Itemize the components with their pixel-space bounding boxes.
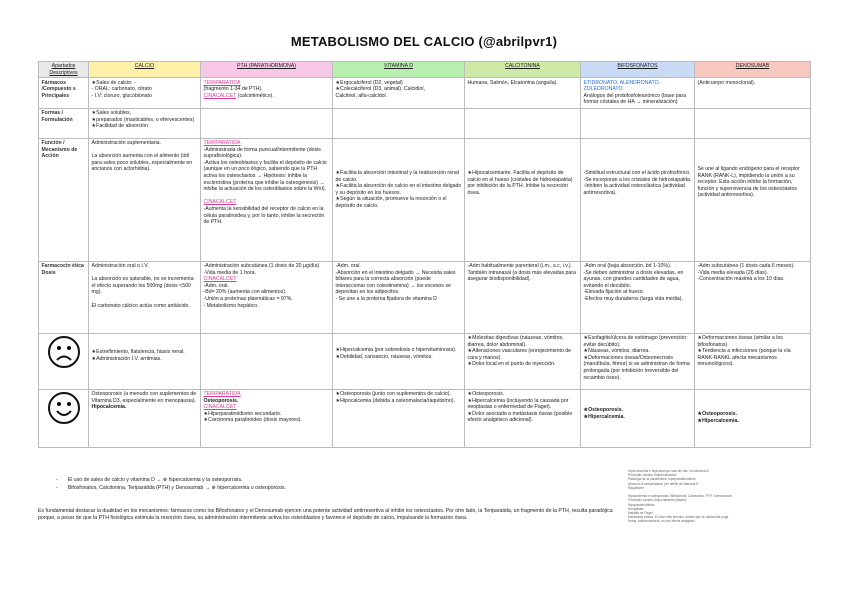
cell-line: -Se incorporan a los cristales de hidroxiapatita. — [583, 176, 692, 183]
note-text: Bifosfonatos, Calcitonina, Teriparatida (PTH) y Denosumab → ⊕ hipercalcemia u osteoporosis. — [67, 485, 286, 491]
cell-line: (fragmento 1-34 de PTH). — [203, 86, 263, 93]
header-row — [39, 62, 811, 78]
thumbnail-line: forma, addicionalment, un cert efecte analgèsic. — [628, 519, 696, 524]
cell-adversos-denosumab — [695, 333, 811, 389]
cell-formas-denosumab — [695, 108, 811, 138]
cell-farmacocinetica-pth — [201, 261, 333, 333]
cell-formas-calcitonina — [465, 108, 581, 138]
thumbnail-line: Hipocalcemia e osteoporosis: Bifosfonats, Calcitonina, PTH i Denosumab — [628, 494, 732, 499]
cell-line: Calcitriol, alfa-calcidol. — [335, 92, 388, 99]
cell-line: Administración suplementaria. — [91, 140, 161, 147]
cell-line: ★Osteoporosis. — [697, 411, 738, 418]
cell-line: ★Hipercalcemia (incluyendo la causada por neoplasias o enfermedad de Paget). — [467, 397, 569, 411]
drug-name: TERIPARATIDA — [203, 79, 241, 86]
cell-line: -Efectos muy duraderos (larga vida media). — [583, 296, 683, 303]
cell-adversos-calcitonina — [465, 333, 581, 389]
cell-line: ★Dolor asociado a metástasis óseas (posible efecto analgésico adicional). — [467, 410, 573, 424]
thumbnail-line: Neoplàsies — [628, 506, 644, 511]
cell-line: - Metabolismo hepático. — [203, 302, 259, 309]
drug-name: TERIPARATIDA — [203, 140, 241, 147]
cell-line: ★Ergocalciferol (D2, vegetal) — [335, 79, 403, 86]
cell-adversos-vitd — [333, 333, 465, 389]
cell-line: ★Hiperparatiroidismo secundario. — [203, 410, 282, 417]
cell-line: ★Colecalciferol (D3, animal). Calcidiol, — [335, 86, 425, 93]
cell-funcion-calcio — [89, 138, 201, 261]
summary-notes — [56, 476, 286, 492]
cell-adversos-pth — [201, 333, 333, 389]
cell-funcion-vitd — [333, 138, 465, 261]
drug-name: CINACALCET — [203, 276, 237, 283]
row-label-indicaciones — [39, 389, 89, 447]
cell-line: ★Sales solubles, — [91, 110, 132, 117]
cell-line: -Adm habitualmente parenteral (i.m., s.c, i.v.). También intranasal (a dosis más elevadas para asegurar biodisponibilidad). — [467, 263, 576, 283]
cell-line: -Adm. oral. — [203, 282, 229, 289]
cell-line: -Adm oral (baja absorción, bd 1-10%). — [583, 263, 672, 270]
cell-farmacos-pth — [201, 78, 333, 108]
embedded-notes-thumbnail — [628, 469, 778, 524]
cell-line: ★Hipercalcemia (por sobredosis o hipervitaminosis). — [335, 347, 457, 354]
cell-line — [92, 296, 198, 303]
cell-line: ★Debilidad, cansancio, náuseas, vómitos. — [335, 353, 433, 360]
cell-line: ★Deformaciones óseas/Osteonecrosis (mandíbula, fémur) si se administran de forma prolongada (por inhibición irreversible del recambio óseo). — [583, 354, 690, 381]
thumbnail-line: Principals causes d'hipocalcemia (Bader): — [628, 498, 688, 503]
cell-line: -Administrada de forma puncual/intermitente (dosis suprafisiológica). — [203, 146, 321, 160]
thumbnail-line: Raquitisme — [628, 485, 644, 490]
cell-line: -Se deben administrar a dosis elevadas, en ayunas, con grandes cantidades de agua, evitando el decúbito. — [583, 269, 684, 289]
cell-indicaciones-bifosfonatos — [581, 389, 695, 447]
row-indicaciones — [39, 389, 811, 447]
row-funcion — [39, 138, 811, 261]
drug-name: CINACALCET — [203, 199, 237, 206]
cell-indicaciones-denosumab — [695, 389, 811, 447]
header-denosumab: DENOSUMAB — [695, 62, 811, 78]
cell-line: -Bd= 20% (aumenta con alimentos). — [203, 289, 287, 296]
cell-adversos-calcio — [89, 333, 201, 389]
cell-farmacos-calcio — [89, 78, 201, 108]
note-text: El uso de sales de calcio y vitamina D → ⊕ hipercalcemia y la osteoporosis. — [67, 477, 243, 483]
drug-name: CINACALCET — [203, 92, 237, 99]
cell-line: ★Hipercalcemia. — [583, 413, 625, 420]
cell-formas-vitd — [333, 108, 465, 138]
cell-indicaciones-pth — [201, 389, 333, 447]
row-label-farmacos: Fármacos /Compuesto s Principales — [39, 78, 89, 108]
cell-line: -Administración subcutánea (1 dosis de 20 µg/día) — [203, 263, 320, 270]
cell-line: Administración oral o I.V. — [91, 263, 149, 270]
cell-line: ★Osteoporosis (junto con suplementos de calcio). — [335, 391, 451, 398]
cell-line: ★Estreñimiento, flatulencia, hiasis renal. — [91, 349, 185, 356]
cell-line: Análogos del probifosfoleanónico (base para formar cristales de HA → mineralización) — [583, 92, 687, 106]
cell-farmacocinetica-bifosfonatos — [581, 261, 695, 333]
cell-line: ★Tendencia a infecciones (porque la vía RANK-RANKL afecta mecanismos inmunológicos). — [697, 348, 791, 368]
cell-line: -Aumenta la sensibilidad del receptor de calcio en la célula paratiroidea y, por lo tanto, inhibe la secreción de PTH. — [203, 206, 325, 226]
cell-farmacos-vitd — [333, 78, 465, 108]
note-bullet: - — [56, 477, 58, 483]
cell-line — [92, 147, 198, 154]
header-vitamina-d: VITAMINA D — [333, 62, 465, 78]
cell-line: ★Según la situación, promueve la resorción o el depósito de calcio. — [335, 196, 447, 210]
row-label-adversos — [39, 333, 89, 389]
cell-farmacocinetica-calcio — [89, 261, 201, 333]
sad-face-icon — [42, 335, 86, 369]
cell-line: ★Carcinoma paratiroideo (dosis mayores). — [203, 417, 302, 424]
cell-line: Hipocalcemia. — [91, 404, 127, 411]
cell-funcion-calcitonina — [465, 138, 581, 261]
cell-line: ★Osteoporosis. — [583, 407, 624, 414]
note-item — [56, 484, 286, 492]
thumbnail-line: Malaltia de Paget — [628, 511, 653, 516]
row-farmacos — [39, 78, 811, 108]
row-label-funcion: Función / Mecanismo de Acción — [39, 138, 89, 261]
cell-line: ★Alteraciones vasculares (enrojecimiento de cara y manos). — [467, 348, 572, 361]
cell-line: -Adm. oral. — [335, 263, 361, 270]
cell-funcion-pth — [201, 138, 333, 261]
cell-line: Se une al ligando endógeno para el receptor RANK (RANK-L), impidiendo la unión a su receptor. Esta acción inhibe la formación, función y supervivencia de los osteoclastos (actividad antirresortiva). — [697, 166, 800, 199]
drug-name: ETIDRONATO, ALENDRONATO, ZOLEDRONATO. — [583, 79, 661, 93]
cell-line: ★Esofagitis/úlcera de estómago (prevención: evitar decúbito). — [583, 335, 688, 348]
cell-line: - Se une a la proteína fijadora de vitamina D — [335, 296, 438, 303]
cell-farmacos-calcitonina: Humana, Salmón, Elcatonina (anguila). — [465, 78, 581, 108]
cell-line: ★Administración I.V. arritmias. — [91, 355, 162, 362]
drug-name: TERIPARATIDA — [203, 391, 241, 398]
thumbnail-line: Hipercalcemia e hiperoponga: sals de calc i la vitamina D — [628, 469, 709, 473]
happy-face-icon — [42, 391, 86, 425]
header-pth: PTH (PARATHORMONA) — [201, 62, 333, 78]
thumbnail-line: Metàstasis òssies: El cicle més intensiu, similar que la calcitonina poga — [628, 515, 729, 520]
cell-line: ★Náuseas, vómitos, diarrea. — [583, 348, 650, 355]
cell-line: ★Dolor local en el punto de inyección. — [467, 361, 556, 368]
thumbnail-line: Principals causes d'hipercalcemia: — [628, 473, 677, 478]
cell-line: ★Hipocalcemiante. Facilita el depósito de calcio en el hueso (cristales de hidroxiapatita) por inhibición de la PTH. Inhibe la resorción ósea. — [467, 170, 573, 196]
cell-line: ★Facilita la absorción de calcio en el intestino delgado y su depósito en los huesos. — [335, 183, 462, 196]
cell-indicaciones-calcitonina — [465, 389, 581, 447]
cell-line: -Elevada fijación al hueso. — [583, 289, 645, 296]
comparison-table — [38, 61, 811, 448]
row-formas — [39, 108, 811, 138]
thumbnail-line: Patologia de la paratiroides: hiperparatiroïdisme — [628, 477, 696, 482]
header-calcio: CALCIO — [89, 62, 201, 78]
cell-line: - ORAL: carbonato, citrato — [91, 86, 152, 93]
header-calcitonina: CALCITONINA — [465, 62, 581, 78]
cell-line — [92, 270, 198, 277]
thumbnail-line: Absorció d'osteomalàcia: per dèficit de vitamina D — [628, 481, 699, 486]
cell-farmacocinetica-denosumab — [695, 261, 811, 333]
cell-line: - I.V: cloruro, glucobionato — [91, 92, 152, 99]
cell-line: La absorción es saturable, no se incrementa el efecto superando los 500mg (dosis <500 mg). — [91, 276, 194, 296]
cell-line: ★Facilita la absorción intestinal y la reabsorción renal de calcio. — [335, 170, 459, 183]
page-title: METABOLISMO DEL CALCIO (@abrilpvr1) — [290, 34, 558, 49]
header-label: Apartados Descriptivos — [39, 62, 89, 78]
cell-line: -Activa los osteoblastos y facilita el depósito de calcio (aunque en un poco ilógico, sabiendo que la PTH activa los osteoclastos → Hipótesis: inhibe la esclerostina (proteína que inhibe la osteogénesis) → inhibe la actuación de los osteoblastos sobre la Wnt). — [203, 159, 327, 193]
cell-line: ★preparados (masticables, o efervescentes) — [91, 116, 195, 123]
cell-line — [204, 193, 330, 200]
cell-farmacos-bifosfonatos — [581, 78, 695, 108]
cell-line: El carbonato cálcico actúa como antiácido. — [91, 302, 190, 309]
cell-line: La absorción aumenta con el alimento (útil para sales poco solubles, especialmente en ancianos con aclorhidria). — [91, 153, 193, 173]
cell-line: Osteoporosis. — [203, 397, 239, 404]
cell-line: ★Hipercalcemia. — [697, 417, 739, 424]
cell-line: ★Hipocalcemia (debida a osteomalacia/raquitismo). — [335, 397, 455, 404]
cell-line: -Unión a proteínas plasmáticas = 97%. — [203, 296, 293, 303]
conclusion-paragraph: Es fundamental destacar la dualidad en los mecanismos: fármacos como los Bifosfonatos y el Denosumab ejercen una potente actividad antirresortiva al inhibir los osteoclastos. Por otro lado, la Teriparatida, un fragmento de la PTH, resulta paradójica porque, a pesar de que la PTH fisiológica estimula la resorción ósea, su administración intermitente activa los osteoblastos y favorece el depósito de calcio, impulsando la formación ósea. — [38, 508, 613, 521]
row-adversos — [39, 333, 811, 389]
cell-line: -Vida media elevada (26 días). — [697, 269, 769, 276]
cell-line: -Absorción en el intestino delgado → Necesita sales biliares para la correcta absorción (puede interaccionar con colestiramina) → los excesos se depositan en los adipocitos. — [335, 269, 456, 296]
cell-line: ★Osteoporosis. — [467, 391, 505, 398]
cell-line: ★Sales de calcio: - — [91, 79, 136, 86]
cell-formas-bifosfonatos — [581, 108, 695, 138]
cell-funcion-bifosfonatos — [581, 138, 695, 261]
drug-name: CINACALCET — [203, 404, 237, 411]
cell-farmacocinetica-vitd — [333, 261, 465, 333]
note-bullet: - — [56, 485, 58, 491]
note-item — [56, 476, 286, 484]
thumbnail-line: Hipoparatiroidisme — [628, 502, 655, 507]
cell-line: -Vida media de 1 hora. — [203, 269, 256, 276]
header-bifosfonatos: BIFOSFONATOS — [581, 62, 695, 78]
cell-line: ★Facilidad de absorción — [91, 123, 149, 130]
cell-line: Osteoporosis (a menudo con suplementos de Vitamina D3, especialmente en menopausia). — [91, 391, 197, 404]
cell-line: -Inhiben la actividad osteoclástica (actividad antirresortiva). — [583, 183, 685, 196]
cell-line: ★Deformaciones óseas (similar a los bifosfonatos). — [697, 335, 783, 348]
cell-farmacocinetica-calcitonina — [465, 261, 581, 333]
cell-line: ★Molestias digestivas (náuseas, vómitos, diarrea, dolor abdominal). — [467, 335, 564, 348]
cell-line: -Concentración máxima a los 10 días. — [697, 276, 785, 283]
cell-line: -Similitud estructural con el ácido pirofosfórico. — [583, 170, 691, 177]
cell-formas-pth — [201, 108, 333, 138]
cell-indicaciones-calcio — [89, 389, 201, 447]
row-farmacocinetica — [39, 261, 811, 333]
cell-farmacos-denosumab: (Anticuerpo monoclonal). — [695, 78, 811, 108]
row-label-formas: Formas / Formulación — [39, 108, 89, 138]
cell-adversos-bifosfonatos — [581, 333, 695, 389]
cell-indicaciones-vitd — [333, 389, 465, 447]
cell-formas-calcio — [89, 108, 201, 138]
cell-line: -Adm subcutánea (1 dosis cada 6 meses). — [697, 263, 795, 270]
cell-funcion-denosumab — [695, 138, 811, 261]
row-label-farmacocinetica: Farmacocin ética Dosis — [39, 261, 89, 333]
cell-line: (calcimimético). — [237, 92, 274, 99]
